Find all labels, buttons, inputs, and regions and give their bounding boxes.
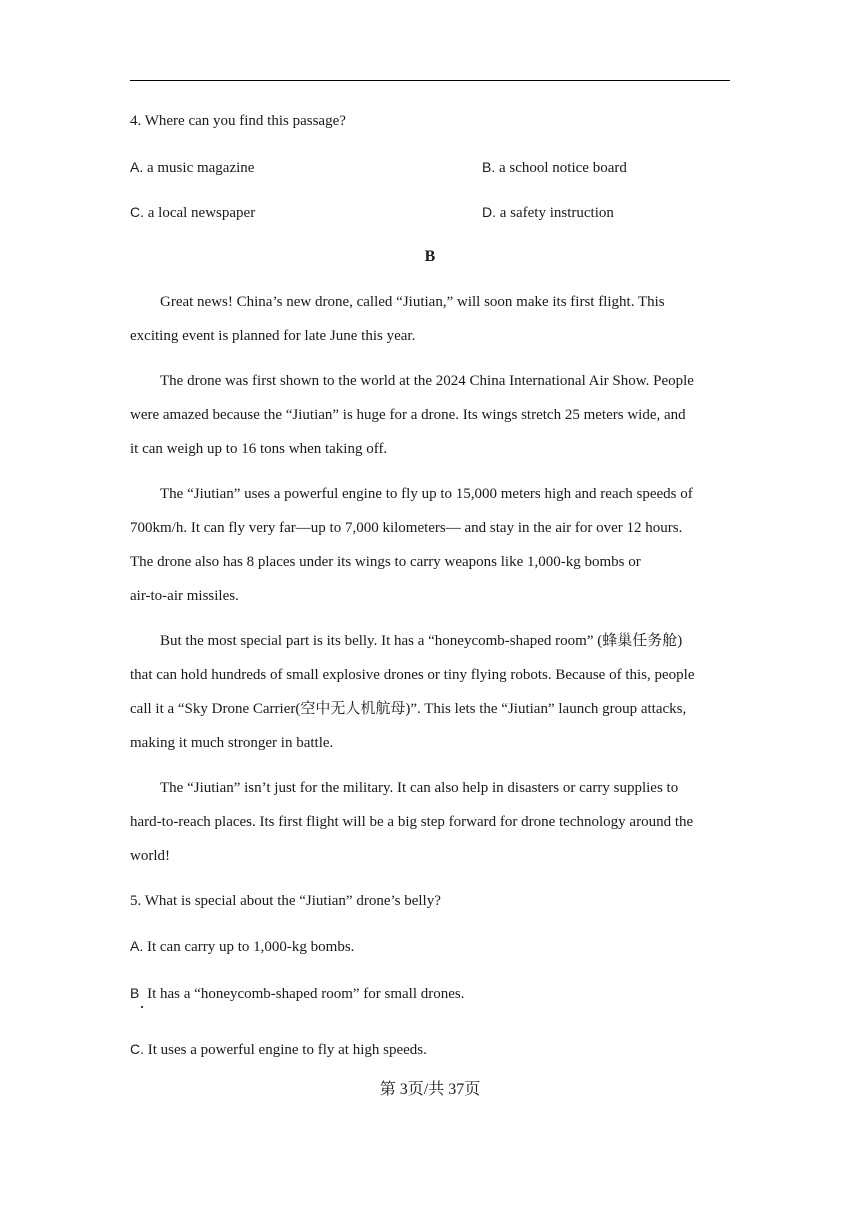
option-letter: B xyxy=(130,985,140,1001)
question-5-text: 5. What is special about the “Jiutian” drone’s belly? xyxy=(130,893,441,909)
passage-line: hard-to-reach places. Its first flight will be a big step forward for drone technology around the xyxy=(130,814,694,830)
question-4-text: 4. Where can you find this passage? xyxy=(130,113,346,129)
option-letter: C. xyxy=(130,204,144,220)
q5-option-a[interactable] xyxy=(130,936,354,957)
passage-line: 700km/h. It can fly very far—up to 7,000 kilometers— and stay in the air for over 12 hours. xyxy=(130,520,683,536)
passage-paragraph-2 xyxy=(130,364,730,466)
option-letter: C. xyxy=(130,1041,144,1057)
passage-line: The drone also has 8 places under its wings to carry weapons like 1,000-kg bombs or xyxy=(130,554,641,570)
option-text: a school notice board xyxy=(498,160,627,176)
passage-line: air-to-air missiles. xyxy=(130,588,239,604)
passage-line: that can hold hundreds of small explosive drones or tiny flying robots. Because of this, people xyxy=(130,667,695,683)
option-letter: A. xyxy=(130,938,144,954)
option-text: a local newspaper xyxy=(147,205,256,221)
option-text: a safety instruction xyxy=(499,205,614,221)
passage-paragraph-1 xyxy=(130,285,730,353)
option-text: It uses a powerful engine to fly at high speeds. xyxy=(147,1042,427,1058)
q5-option-b[interactable] xyxy=(130,983,465,1004)
q4-option-a[interactable] xyxy=(130,157,254,178)
header-rule xyxy=(130,80,730,81)
passage-line: But the most special part is its belly. It has a “honeycomb-shaped room” (蜂巢任务舱) xyxy=(160,633,683,649)
passage-line: The “Jiutian” isn’t just for the military. It can also help in disasters or carry supplies to xyxy=(160,780,679,796)
passage-paragraph-4 xyxy=(130,624,730,760)
q5-option-c[interactable] xyxy=(130,1039,427,1060)
option-text: a music magazine xyxy=(146,160,255,176)
passage-line: The “Jiutian” uses a powerful engine to fly up to 15,000 meters high and reach speeds of xyxy=(160,486,693,502)
passage-line: exciting event is planned for late June this year. xyxy=(130,328,416,344)
option-letter: A. xyxy=(130,159,144,175)
question-4 xyxy=(130,111,346,131)
option-letter: B. xyxy=(482,159,496,175)
page-number-footer: 第 3页/共 37页 xyxy=(379,1081,481,1098)
passage-paragraph-3 xyxy=(130,477,730,613)
q4-option-b[interactable] xyxy=(482,157,627,178)
passage-line: it can weigh up to 16 tons when taking off. xyxy=(130,441,388,457)
option-letter: D. xyxy=(482,204,496,220)
q4-option-d[interactable] xyxy=(482,202,614,223)
passage-line: were amazed because the “Jiutian” is huge for a drone. Its wings stretch 25 meters wide, and xyxy=(130,407,686,423)
option-text: It has a “honeycomb-shaped room” for small drones. xyxy=(147,986,465,1002)
option-text: It can carry up to 1,000-kg bombs. xyxy=(146,939,355,955)
question-5 xyxy=(130,891,441,911)
stray-dot xyxy=(141,1006,143,1008)
passage-line: Great news! China’s new drone, called “Jiutian,” will soon make its first flight. This xyxy=(160,294,665,310)
q4-option-c[interactable] xyxy=(130,202,255,223)
passage-line: call it a “Sky Drone Carrier(空中无人机航母)”. This lets the “Jiutian” launch group attacks, xyxy=(130,701,687,717)
section-heading: B xyxy=(424,248,436,265)
passage-paragraph-5 xyxy=(130,771,730,873)
passage-line: world! xyxy=(130,848,170,864)
passage-line: The drone was first shown to the world at the 2024 China International Air Show. People xyxy=(160,373,694,389)
passage-line: making it much stronger in battle. xyxy=(130,735,334,751)
